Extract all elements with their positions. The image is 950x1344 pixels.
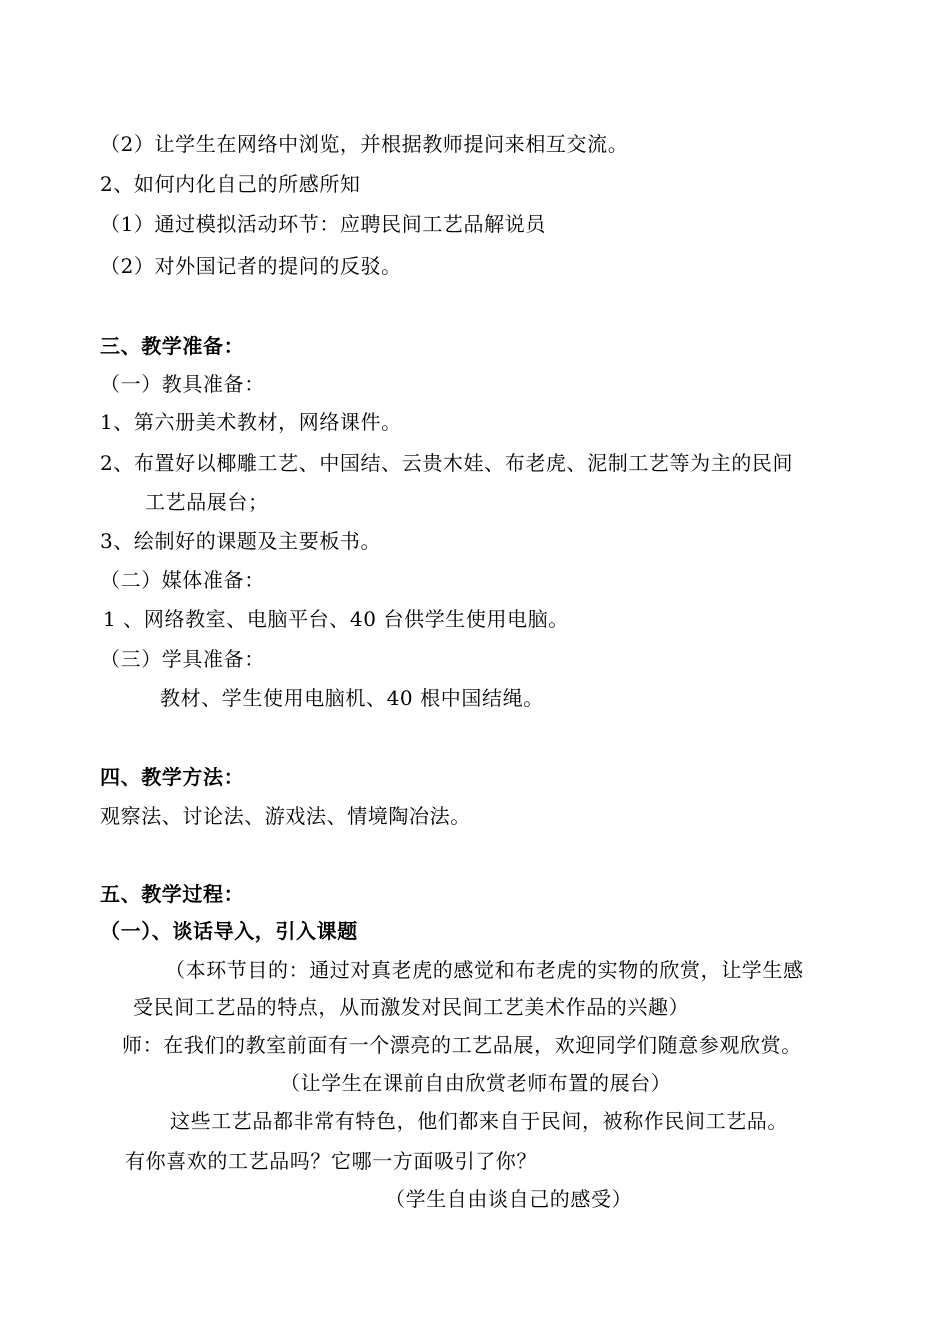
subsection-teaching-tools: （一）教具准备： xyxy=(100,372,265,396)
item-2-internalize: 2、如何内化自己的所感所知 xyxy=(100,172,361,196)
teacher-speech-continued: 这些工艺品都非常有特色，他们都来自于民间，被称作民间工艺品。 xyxy=(170,1109,788,1133)
section-heading-preparation: 三、教学准备： xyxy=(100,334,245,358)
methods-content: 观察法、讨论法、游戏法、情境陶冶法。 xyxy=(100,804,471,828)
stage-note-students-talk: （学生自由谈自己的感受） xyxy=(385,1187,633,1211)
process-step-1-heading: （一）、谈话导入，引入课题 xyxy=(100,919,358,943)
student-tools-content: 教材、学生使用电脑机、40 根中国结绳。 xyxy=(160,686,544,710)
section-heading-process: 五、教学过程： xyxy=(100,882,245,906)
teacher-speech: 师：在我们的教室前面有一个漂亮的工艺品展，欢迎同学们随意参观欣赏。 xyxy=(122,1033,802,1057)
step-1-purpose: （本环节目的：通过对真老虎的感觉和布老虎的实物的欣赏，让学生感 xyxy=(165,958,804,982)
sub-item-2-rebuttal: （2）对外国记者的提问的反驳。 xyxy=(100,254,402,278)
prep-item-2-continued: 工艺品展台； xyxy=(145,490,269,514)
section-heading-methods: 四、教学方法： xyxy=(100,765,245,789)
sub-item-2-browse: （2）让学生在网络中浏览，并根据教师提问来相互交流。 xyxy=(100,132,629,156)
prep-item-2: 2、布置好以椰雕工艺、中国结、云贵木娃、布老虎、泥制工艺等为主的民间 xyxy=(100,451,794,475)
subsection-student-tools: （三）学具准备： xyxy=(100,647,265,671)
subsection-media: （二）媒体准备： xyxy=(100,568,265,592)
step-1-purpose-continued: 受民间工艺品的特点，从而激发对民间工艺美术作品的兴趣） xyxy=(133,995,690,1019)
sub-item-1-simulation: （1）通过模拟活动环节：应聘民间工艺品解说员 xyxy=(100,212,546,236)
prep-item-1: 1、第六册美术教材，网络课件。 xyxy=(100,410,402,434)
stage-note-browse: （让学生在课前自由欣赏老师布置的展台） xyxy=(280,1071,672,1095)
media-item-1: 1 、网络教室、电脑平台、40 台供学生使用电脑。 xyxy=(103,607,569,631)
teacher-question: 有你喜欢的工艺品吗？它哪一方面吸引了你？ xyxy=(125,1149,537,1173)
prep-item-3: 3、绘制好的课题及主要板书。 xyxy=(100,529,382,553)
